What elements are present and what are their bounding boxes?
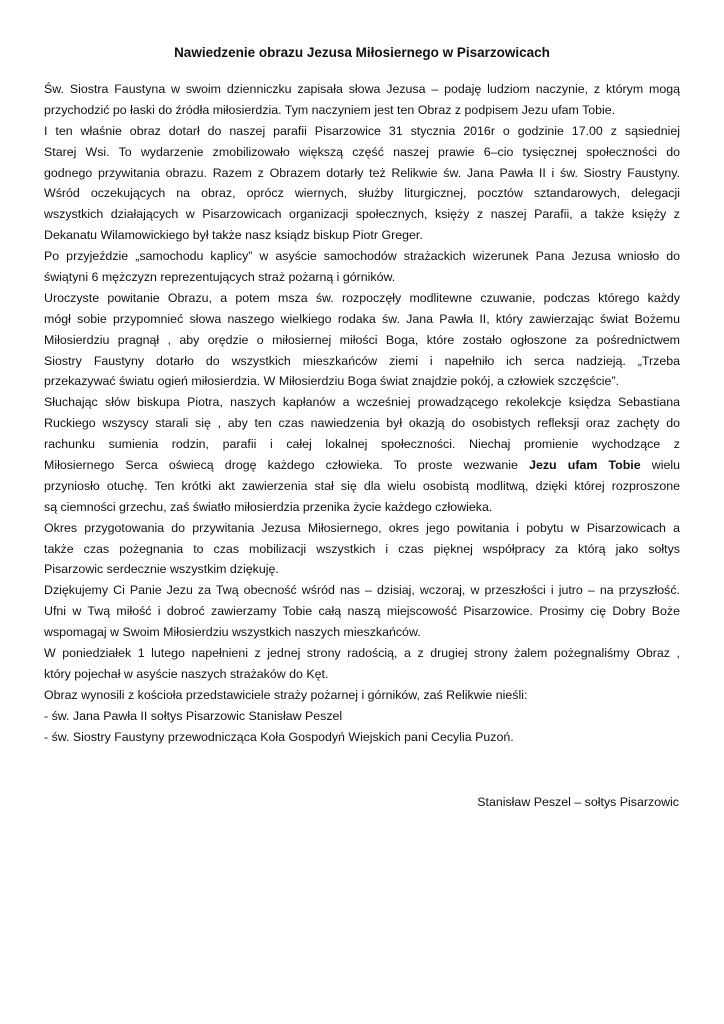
text-line-content: - św. Siostry Faustyny przewodnicząca Koła Gospodyń Wiejskich pani Cecylia Puzoń. xyxy=(44,729,514,744)
text-line-content: przekazywać światu ogień miłosierdzia. W Miłosierdziu Boga świat znajdzie pokój, a człowiek szczęście”. xyxy=(44,374,620,389)
text-line-content: Miłosiernego Serca oświecą drogę każdego człowieka. To proste wezwanie xyxy=(44,458,530,473)
text-line-content: Ruckiego wszyscy starali się , aby ten czas nawiedzenia był okazją do osobistych refleksji oraz zachęty do xyxy=(44,416,680,431)
text-line-content: Siostry Faustyny dotarło do wszystkich mieszkańców ziemi i napełniło ich serca nadzieją. „Trzeba xyxy=(44,353,680,368)
text-line xyxy=(44,121,680,142)
text-line-content: Obraz wynosili z kościoła przedstawiciele straży pożarnej i górników, zaś Relikwie nieśli: xyxy=(44,687,528,702)
text-line xyxy=(44,246,680,267)
text-line xyxy=(44,309,680,330)
text-line-content: Słuchając słów biskupa Piotra, naszych kapłanów a wcześniej prowadzącego rekolekcje księdza Sebastiana xyxy=(44,395,680,410)
text-line xyxy=(44,267,680,288)
text-line xyxy=(44,100,680,121)
text-line-content: wspomagaj w Swoim Miłosierdziu wszystkich naszych mieszkańców. xyxy=(44,625,421,640)
text-line-content: Ufni w Twą miłość i dobroć zawierzamy Tobie całą naszą miejscowość Pisarzowice. Prosimy cię Dobry Boże xyxy=(44,604,680,619)
text-line xyxy=(44,706,680,727)
text-line-content: Miłosierdziu pragnął , aby orędzie o miłosiernej miłości Boga, które zostało ogłoszone za pośrednictwem xyxy=(44,332,680,347)
text-line-content: przyniosło otuchę. Ten krótki akt zawierzenia stał się dla wielu osobistą modlitwą, dzięki której rozproszone xyxy=(44,478,680,493)
text-line xyxy=(44,351,680,372)
text-line-content: Dziękujemy Ci Panie Jezu za Twą obecność wśród nas – dzisiaj, wczoraj, w przeszłości i jutro – na przyszłość. xyxy=(44,583,680,598)
text-line-content: wszystkich działających w Pisarzowicach organizacji społecznych, księży z naszej Parafii, a także księży z xyxy=(44,207,680,222)
text-line xyxy=(44,601,680,622)
text-line xyxy=(44,664,680,685)
text-line xyxy=(44,392,680,413)
text-line xyxy=(44,476,680,497)
text-line-content: Dekanatu Wilamowickiego był także nasz ksiądz biskup Piotr Greger. xyxy=(44,228,423,243)
text-line-content: - św. Jana Pawła II sołtys Pisarzowic Stanisław Peszel xyxy=(44,708,343,723)
text-line-content: godnego przywitania obrazu. Razem z Obrazem dotarły też Relikwie św. Jana Pawła II i św. Siostry Faustyny. xyxy=(44,165,680,180)
text-line-content: który pojechał w asyście naszych strażaków do Kęt. xyxy=(44,666,329,681)
text-line xyxy=(44,434,680,455)
bold-phrase: Jezu ufam Tobie xyxy=(529,458,641,473)
text-line-content: także czas pożegnania to czas mobilizacji wszystkich i czas pięknej współpracy za którą jako sołtys xyxy=(44,541,680,556)
text-line xyxy=(44,163,680,184)
text-line-content: Wśród oczekujących na obraz, oprócz wiernych, służby liturgicznej, pocztów sztandarowych, delegacji xyxy=(44,186,680,201)
text-line xyxy=(44,727,680,748)
signature: Stanisław Peszel – sołtys Pisarzowic xyxy=(477,795,679,809)
text-line xyxy=(44,225,680,246)
text-line xyxy=(44,204,680,225)
text-line xyxy=(44,497,680,518)
text-line-content: rachunku sumienia rodzin, parafii i całej lokalnej społeczności. Niechaj promienie wychodzące z xyxy=(44,437,680,452)
text-line-content: Starej Wsi. To wydarzenie zmobilizowało większą część naszej prawie 6–cio tysięcznej społeczności do xyxy=(44,144,680,159)
text-line-content: świątyni 6 mężczyzn reprezentujących straż pożarną i górników. xyxy=(44,270,396,285)
text-line-content: Św. Siostra Faustyna w swoim dzienniczku zapisała słowa Jezusa – podaję ludziom naczynie, z którym mogą xyxy=(44,82,680,96)
text-line xyxy=(44,539,680,560)
text-line-content: Po przyjeździe „samochodu kaplicy” w asyście samochodów strażackich wizerunek Pana Jezusa wniosło do xyxy=(44,249,680,264)
text-line xyxy=(44,559,680,580)
text-line-content: mógł sobie przypomnieć słowa naszego wielkiego rodaka św. Jana Pawła II, który zawierzając świat Bożemu xyxy=(44,311,680,326)
text-line xyxy=(44,643,680,664)
text-line xyxy=(44,413,680,434)
text-line xyxy=(44,79,680,100)
document-body xyxy=(44,79,680,748)
text-line-content: są ciemności grzechu, zaś światło miłosierdzia przenika życie każdego człowieka. xyxy=(44,499,493,514)
text-line xyxy=(44,142,680,163)
text-line xyxy=(44,288,680,309)
text-line-content: I ten właśnie obraz dotarł do naszej parafii Pisarzowice 31 stycznia 2016r o godzinie 17.00 z sąsiedniej xyxy=(44,123,680,138)
text-line-content: Pisarzowic serdecznie wszystkim dziękuję. xyxy=(44,562,279,577)
document-title: Nawiedzenie obrazu Jezusa Miłosiernego w Pisarzowicach xyxy=(174,45,550,60)
text-line xyxy=(44,455,680,476)
text-line xyxy=(44,183,680,204)
text-line xyxy=(44,580,680,601)
text-line xyxy=(44,685,680,706)
text-line-content: Okres przygotowania do przywitania Jezusa Miłosiernego, okres jego powitania i pobytu w Pisarzowicach a xyxy=(44,520,680,535)
text-line-content: W poniedziałek 1 lutego napełnieni z jednej strony radością, a z drugiej strony żalem pożegnaliśmy Obraz , xyxy=(44,646,680,661)
text-line xyxy=(44,371,680,392)
text-line-tail: wielu xyxy=(640,458,681,473)
text-line xyxy=(44,518,680,539)
text-line-content: Uroczyste powitanie Obrazu, a potem msza św. rozpoczęły modlitewne czuwanie, podczas którego każdy xyxy=(44,290,680,305)
text-line-content: przychodzić po łaski do źródła miłosierdzia. Tym naczyniem jest ten Obraz z podpisem Jezu ufam Tobie. xyxy=(44,102,616,117)
text-line xyxy=(44,330,680,351)
text-line xyxy=(44,622,680,643)
